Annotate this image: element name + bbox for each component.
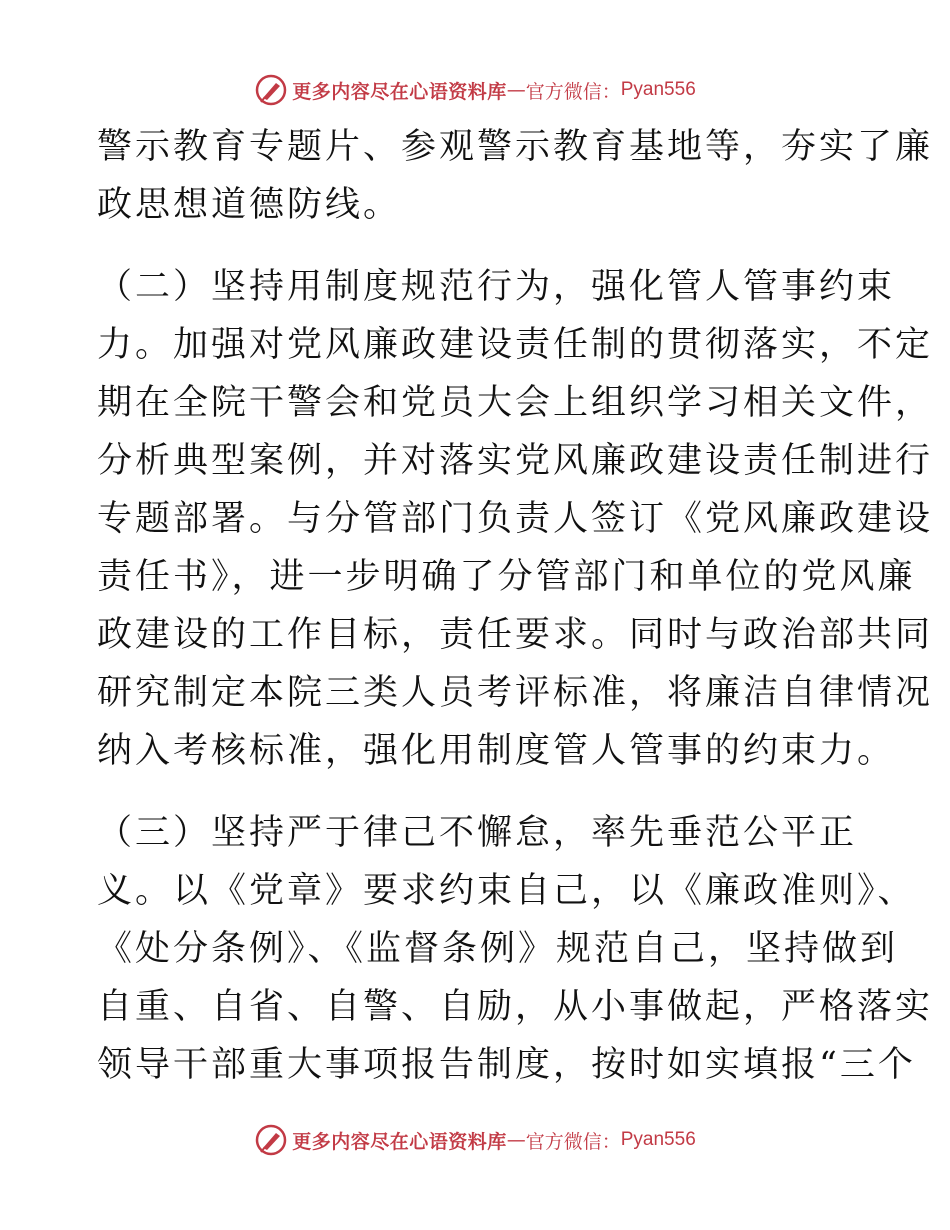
watermark-wechat-label: 官方微信： [525, 1130, 621, 1153]
footer-watermark-banner [0, 1122, 950, 1158]
text-line: 义。以《党章》要求约束自己，以《廉政准则》、 [97, 871, 916, 911]
watermark-brand-text: 更多内容尽在心语资料库 [292, 80, 507, 103]
watermark-wechat-id: Pyan556 [620, 79, 696, 100]
text-line: 责任书》，进一步明确了分管部门和单位的党风廉 [97, 557, 916, 597]
text-line: 《处分条例》、《监督条例》规范自己，坚持做到 [97, 929, 899, 969]
text-line: 分析典型案例，并对落实党风廉政建设责任制进行 [97, 441, 934, 481]
quill-logo-icon [254, 73, 288, 107]
text-line: 研究制定本院三类人员考评标准，将廉洁自律情况 [97, 673, 934, 713]
text-line: 纳入考核标准，强化用制度管人管事的约束力。 [97, 731, 896, 771]
text-line: 领导干部重大事项报告制度，按时如实填报“三个 [97, 1045, 916, 1085]
document-body [97, 118, 934, 1094]
watermark-wechat-label: 官方微信： [525, 80, 621, 103]
text-line: 政思想道德防线。 [97, 185, 402, 225]
watermark-wechat-id: Pyan556 [620, 1129, 696, 1150]
text-line: 力。加强对党风廉政建设责任制的贯彻落实，不定 [97, 325, 934, 365]
watermark-brand-text: 更多内容尽在心语资料库 [292, 1130, 507, 1153]
text-line: 期在全院干警会和党员大会上组织学习相关文件， [97, 383, 934, 423]
text-line: 自重、自省、自警、自励，从小事做起，严格落实 [97, 987, 934, 1027]
header-watermark-banner [0, 72, 950, 108]
text-line: 政建设的工作目标，责任要求。同时与政治部共同 [97, 615, 934, 655]
section-heading-line: （三）坚持严于律己不懈怠，率先垂范公平正 [97, 813, 858, 853]
section-heading-line: （二）坚持用制度规范行为，强化管人管事约束 [97, 267, 896, 307]
paragraph [97, 258, 934, 780]
text-line: 警示教育专题片、参观警示教育基地等，夯实了廉 [97, 127, 934, 167]
paragraph [97, 118, 934, 234]
watermark-separator: — [506, 79, 526, 101]
paragraph [97, 804, 934, 1094]
quill-logo-icon [254, 1123, 288, 1157]
text-line: 专题部署。与分管部门负责人签订《党风廉政建设 [97, 499, 934, 539]
watermark-separator: — [506, 1129, 526, 1151]
